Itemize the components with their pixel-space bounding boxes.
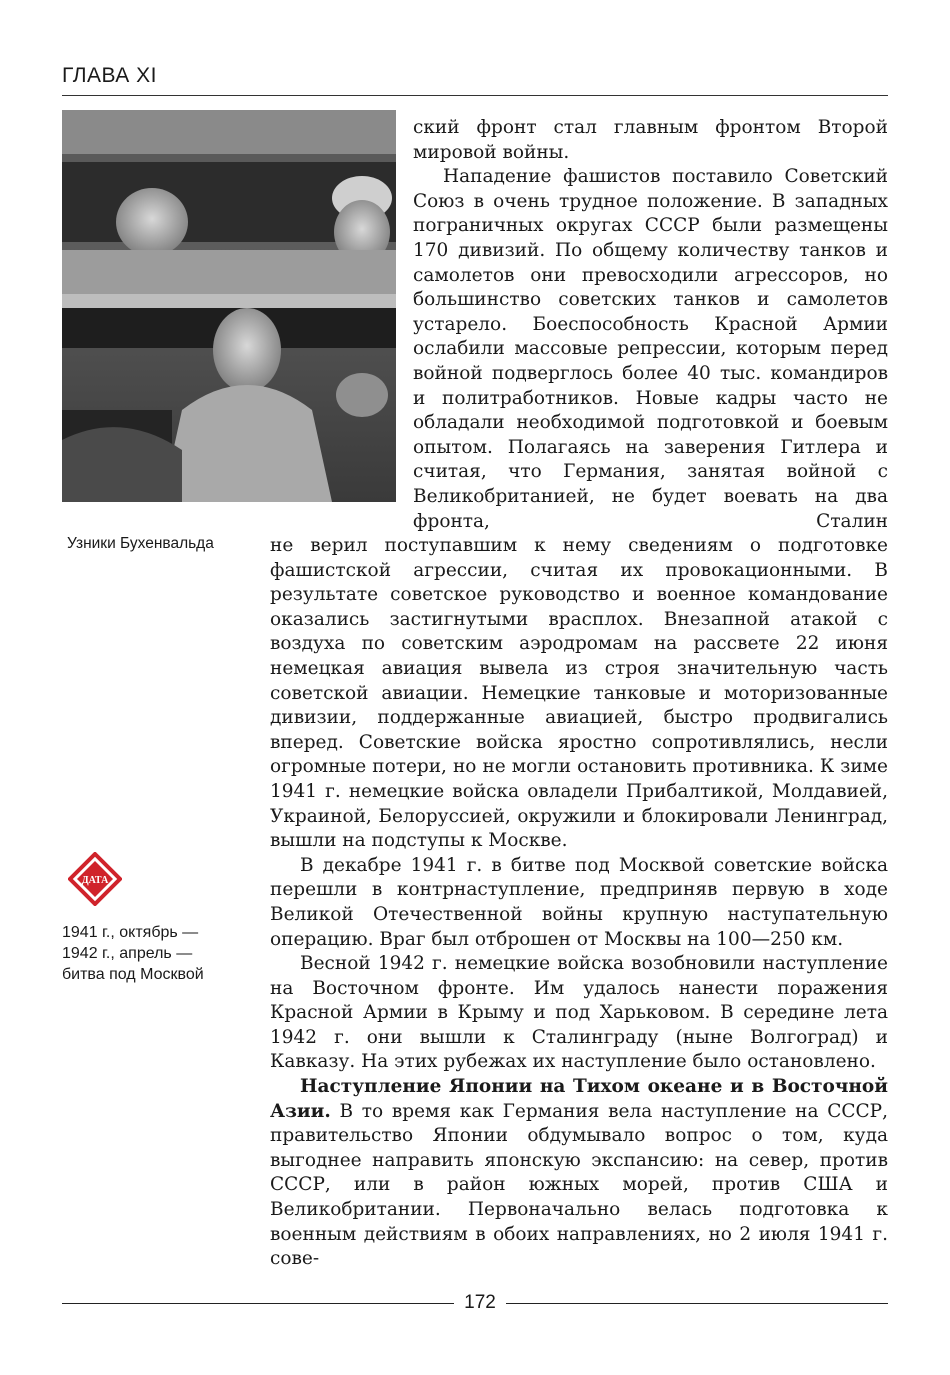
buchenwald-photo — [62, 110, 396, 502]
body-column-wide — [270, 534, 888, 1272]
page-number: 172 — [464, 1292, 496, 1313]
date-badge-label: ДАТА — [81, 875, 109, 886]
body-column-narrow — [413, 116, 888, 534]
paragraph: Нападение фашистов поставило Советский Союз в очень трудное положение. В западных пограничных округах СССР были размещены 170 дивизий. По общему количеству танков и самолетов они превосходили агрессоров, но большинство советских танков и самолетов устарело. Боеспособность Красной Армии ослабили массовые репрессии, которым перед войной подверглось более 40 тыс. командиров и политработников. Новые кадры часто не обладали необходимой подготовкой и боевым опытом. Полагаясь на заверения Гитлера и считая, что Германия, занятая войной с Великобританией, не будет воевать на два фронта, Сталин — [413, 166, 888, 532]
date-badge-icon — [68, 852, 122, 906]
side-note-line: 1941 г., октябрь — — [62, 924, 199, 941]
date-badge — [68, 852, 122, 906]
header-rule — [62, 95, 888, 96]
side-note-line: 1942 г., апрель — — [62, 945, 193, 962]
footer-rule-right — [506, 1303, 888, 1304]
paragraph: В декабре 1941 г. в битве под Москвой советские войска перешли в контрнаступление, предприняв первую в ходе Великой Отечественной войны крупную наступательную операцию. Враг был отброшен от Москвы на 100—250 км. — [270, 854, 888, 950]
chapter-header: ГЛАВА XI — [62, 64, 157, 87]
photo-caption: Узники Бухенвальда — [67, 535, 214, 552]
paragraph: ский фронт стал главным фронтом Второй мировой войны. — [413, 117, 888, 163]
date-side-note — [62, 922, 204, 985]
footer-rule-left — [62, 1303, 454, 1304]
section-text: В то время как Германия вела наступление на СССР, правительство Японии обдумывало вопрос о том, куда выгоднее направить японскую экспансию: на север, против СССР, или в район южных морей, против США и Великобритании. Первоначально велась подготовка к военным действиям в обоих направлениях, но 2 июля 1941 г. сове- — [270, 1100, 888, 1270]
paragraph: не верил поступавшим к нему сведениям о подготовке фашистской агрессии, считая их провокационными. В результате советское руководство и военное командование оказались застигнутыми врасплох. Внезапной атакой с воздуха по советским аэродромам на рассвете 22 июня немецкая авиация вывела из строя значительную часть советской авиации. Немецкие танковые и моторизованные дивизии, поддержанные авиацией, быстро продвигались вперед. Советские войска яростно сопротивлялись, несли огромные потери, но не могли остановить противника. К зиме 1941 г. немецкие войска овладели Прибалтикой, Молдавией, Украиной, Белоруссией, окружили и блокировали Ленинград, вышли на подступы к Москве. — [270, 535, 888, 852]
paragraph: Весной 1942 г. немецкие войска возобновили наступление на Восточном фронте. Им удалось нанести поражения Красной Армии в Крыму и под Харьковом. В середине лета 1942 г. они вышли к Сталинграду (ныне Волгоград) и Кавказу. На этих рубежах их наступление было остановлено. — [270, 953, 888, 1073]
section-heading: Наступление Японии на Тихом океане и в Восточной Азии. — [270, 1076, 888, 1122]
paragraph — [270, 1075, 888, 1272]
side-note-line: битва под Москвой — [62, 966, 204, 983]
